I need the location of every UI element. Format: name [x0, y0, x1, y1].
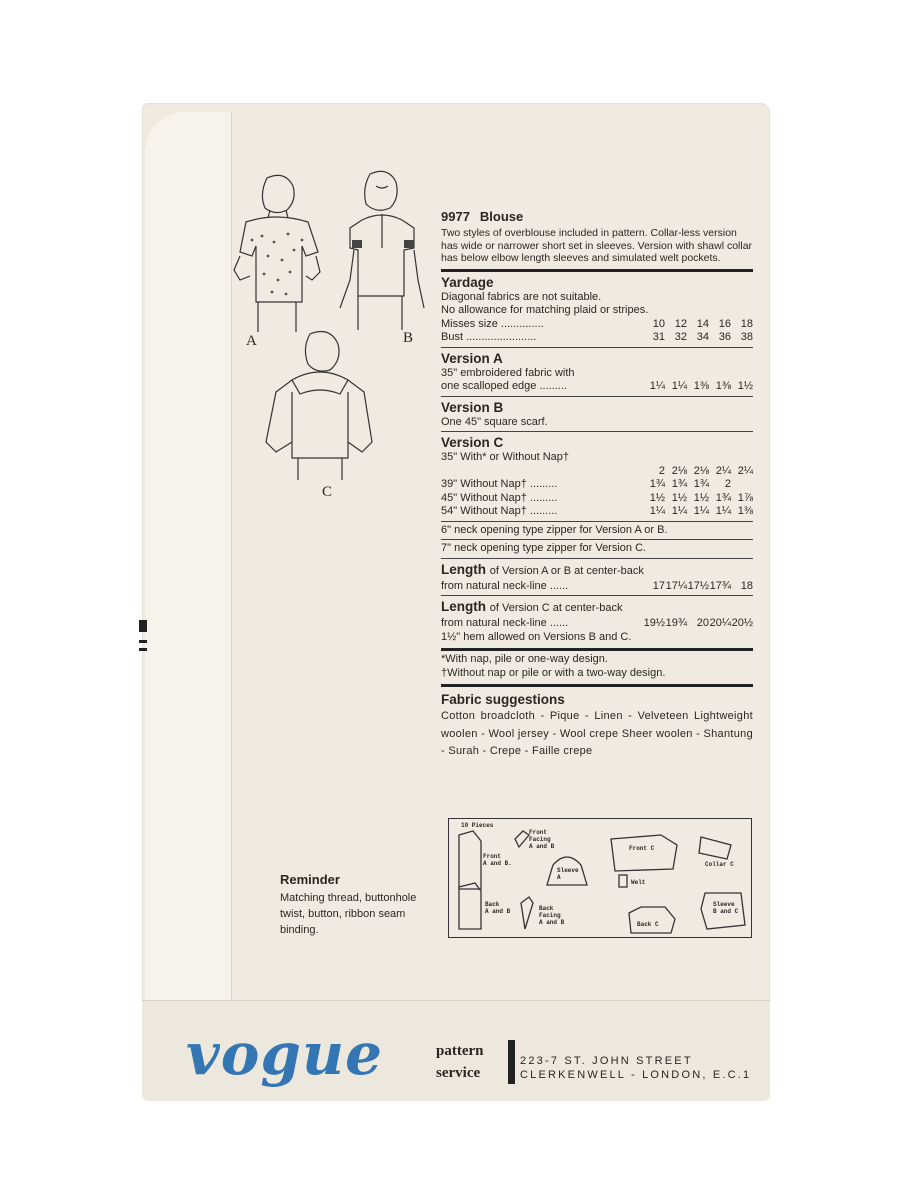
yardage-value: 1⅜	[715, 380, 731, 392]
divider	[441, 431, 753, 432]
bust-value: 32	[674, 331, 687, 343]
version-a-heading: Version A	[441, 350, 503, 366]
pattern-pieces-diagram	[448, 818, 752, 938]
envelope-flap	[145, 112, 232, 1012]
address-line-1: 223-7 ST. JOHN STREET	[520, 1055, 693, 1067]
piece-back-ab: Back A and B	[485, 901, 511, 915]
reminder-heading: Reminder	[280, 872, 340, 887]
label-a: A	[246, 333, 257, 349]
edge-mark	[139, 648, 147, 651]
size-value: 12	[674, 317, 687, 330]
yardage-value: 2⅛	[671, 464, 687, 477]
version-c-table	[441, 465, 753, 519]
length-ab-row: from natural neck-line ...... 17 17¼ 17½ 17¾ 18	[441, 579, 753, 592]
illustration-version-a	[232, 170, 322, 335]
yardage-value: 1¼	[671, 505, 687, 517]
reminder-text: Matching thread, buttonhole twist, button, ribbon seam binding.	[280, 892, 417, 936]
pattern-title	[441, 210, 753, 223]
edge-mark	[139, 620, 147, 632]
length-value: 17¼	[665, 579, 687, 592]
yardage-value: 1¼	[649, 380, 665, 392]
length-ab-heading: Length of Version A or B at center-back	[441, 561, 644, 577]
fabric-suggestions: Cotton broadcloth - Pique - Linen - Velveteen Lightweight woolen - Wool jersey - Wool crepe Sheer woolen - Shantung - Surah - Crepe - Faille crepe	[441, 710, 753, 757]
length-value: 20	[696, 617, 709, 629]
version-a-fabric: 35" embroidered fabric with	[441, 366, 575, 379]
edge-mark	[139, 640, 147, 643]
length-value: 17½	[687, 579, 709, 592]
length-value: 17¾	[709, 579, 731, 592]
yardage-value: 2⅛	[693, 464, 709, 477]
yardage-value: 2	[658, 464, 665, 477]
pattern-number: 9977	[441, 209, 470, 224]
yardage-value: 1½	[693, 491, 709, 504]
size-value: 16	[718, 317, 731, 330]
piece-sleeve-a: Sleeve A	[557, 867, 579, 881]
pieces-count: 10 Pieces	[461, 822, 494, 829]
version-c-row: 54" Without Nap† ......... 1¼ 1¼ 1¼ 1¼ 1⅜	[441, 505, 753, 517]
length-c-row: from natural neck-line ...... 19½ 19¾ 20 20¼ 20½	[441, 617, 753, 629]
illustration-version-c	[262, 328, 377, 483]
label-b: B	[403, 330, 414, 346]
length-value: 17	[652, 579, 665, 592]
yardage-value: 1⅜	[693, 380, 709, 392]
yardage-value: 1¼	[649, 505, 665, 517]
address-line-2: CLERKENWELL - LONDON, E.C.1	[520, 1069, 752, 1081]
yardage-value: 1½	[737, 380, 753, 392]
yardage-value: 1½	[671, 491, 687, 504]
piece-front-facing: Front Facing A and B	[529, 829, 555, 850]
version-a-row: one scalloped edge ......... 1¼ 1¼ 1⅜ 1⅜ 1½	[441, 380, 753, 392]
address	[520, 1054, 751, 1082]
divider	[441, 648, 753, 651]
hem-note: 1½" hem allowed on Versions B and C.	[441, 630, 632, 643]
footnote-without-nap: †Without nap or pile or with a two-way design.	[441, 666, 666, 679]
yardage-value: 1¾	[693, 478, 709, 490]
label-c: C	[322, 484, 333, 500]
vogue-logo: vogue	[186, 1020, 384, 1088]
version-b-fabric: One 45" square scarf.	[441, 415, 548, 428]
address-bar	[508, 1040, 515, 1084]
version-c-fabric: 35" With* or Without Nap†	[441, 451, 570, 463]
piece-front-ab: Front A and B.	[483, 853, 512, 867]
divider	[441, 539, 753, 540]
bust-row: Bust ....................... 31 32 34 36 38	[441, 331, 753, 343]
yardage-value: 1¾	[671, 478, 687, 490]
yardage-value	[731, 478, 753, 492]
length-value: 20½	[731, 617, 753, 629]
length-value: 18	[740, 579, 753, 592]
yardage-value: 1⅞	[737, 491, 753, 504]
piece-collar-c: Collar C	[705, 861, 734, 868]
pattern-name: Blouse	[479, 209, 524, 224]
length-c-heading: Length of Version C at center-back	[441, 599, 623, 614]
divider	[441, 269, 753, 272]
pattern-description: Two styles of overblouse included in pattern. Collar-less version has wide or narrower short set in sleeves. Version with shawl collar has below elbow length sleeves and simulated welt pockets.	[441, 227, 753, 264]
divider	[441, 521, 753, 522]
zipper-note-a-b: 6" neck opening type zipper for Version A or B.	[441, 523, 668, 536]
bust-value: 38	[740, 331, 753, 343]
bust-values	[643, 331, 753, 345]
divider	[441, 396, 753, 397]
yardage-value: 1½	[649, 491, 665, 504]
piece-sleeve-bc: Sleeve B and C	[713, 901, 739, 915]
divider	[441, 558, 753, 559]
yardage-heading: Yardage	[441, 274, 494, 290]
yardage-value: 2¼	[737, 464, 753, 477]
size-value: 10	[652, 317, 665, 330]
version-c-row: 45" Without Nap† ......... 1½ 1½ 1½ 1¾ 1⅞	[441, 491, 753, 504]
version-c-row	[441, 465, 753, 479]
length-value: 19½	[643, 617, 665, 629]
yardage-value: 1¾	[649, 478, 665, 490]
yardage-value: 2¼	[715, 464, 731, 477]
yardage-value: 1¾	[715, 491, 731, 504]
version-c-heading: Version C	[441, 435, 504, 450]
footnote-nap: *With nap, pile or one-way design.	[441, 653, 608, 665]
size-value: 14	[696, 317, 709, 330]
pattern-service: pattern service	[436, 1043, 484, 1081]
size-value: 18	[740, 317, 753, 330]
piece-front-c: Front C	[629, 845, 655, 852]
divider	[441, 347, 753, 348]
bust-value: 31	[652, 331, 665, 343]
fabric-heading: Fabric suggestions	[441, 692, 565, 707]
bust-value: 34	[696, 331, 709, 343]
divider	[441, 684, 753, 687]
sizes-values	[643, 318, 753, 332]
divider	[441, 595, 753, 596]
piece-back-facing: Back Facing A and B	[539, 905, 565, 926]
piece-welt: Welt	[631, 879, 646, 886]
yardage-note-diagonal: Diagonal fabrics are not suitable.	[441, 290, 602, 303]
reminder	[280, 872, 420, 938]
yardage-note-plaid: No allowance for matching plaid or stripes.	[441, 304, 649, 316]
illustration-version-b	[332, 166, 427, 336]
length-ab-values	[643, 580, 753, 594]
yardage-value: 1⅜	[737, 505, 753, 517]
pattern-pieces-outlines	[449, 819, 751, 937]
zipper-note-c: 7" neck opening type zipper for Version C.	[441, 542, 647, 554]
yardage-value: 1¼	[671, 380, 687, 392]
length-c-values	[643, 617, 753, 631]
yardage-value: 1¼	[693, 505, 709, 517]
sizes-row: Misses size .............. 10 12 14 16 18	[441, 317, 753, 330]
length-value: 19¾	[665, 617, 687, 629]
version-a-values	[643, 380, 753, 394]
version-b-heading: Version B	[441, 399, 504, 415]
yardage-value: 2	[724, 478, 731, 490]
version-c-row: 39" Without Nap† ......... 1¾ 1¾ 1¾ 2	[441, 478, 753, 492]
bust-value: 36	[718, 331, 731, 343]
length-value: 20¼	[709, 617, 731, 629]
piece-back-c: Back C	[637, 921, 659, 928]
pattern-info-column	[441, 210, 753, 761]
yardage-value: 1¼	[715, 505, 731, 517]
